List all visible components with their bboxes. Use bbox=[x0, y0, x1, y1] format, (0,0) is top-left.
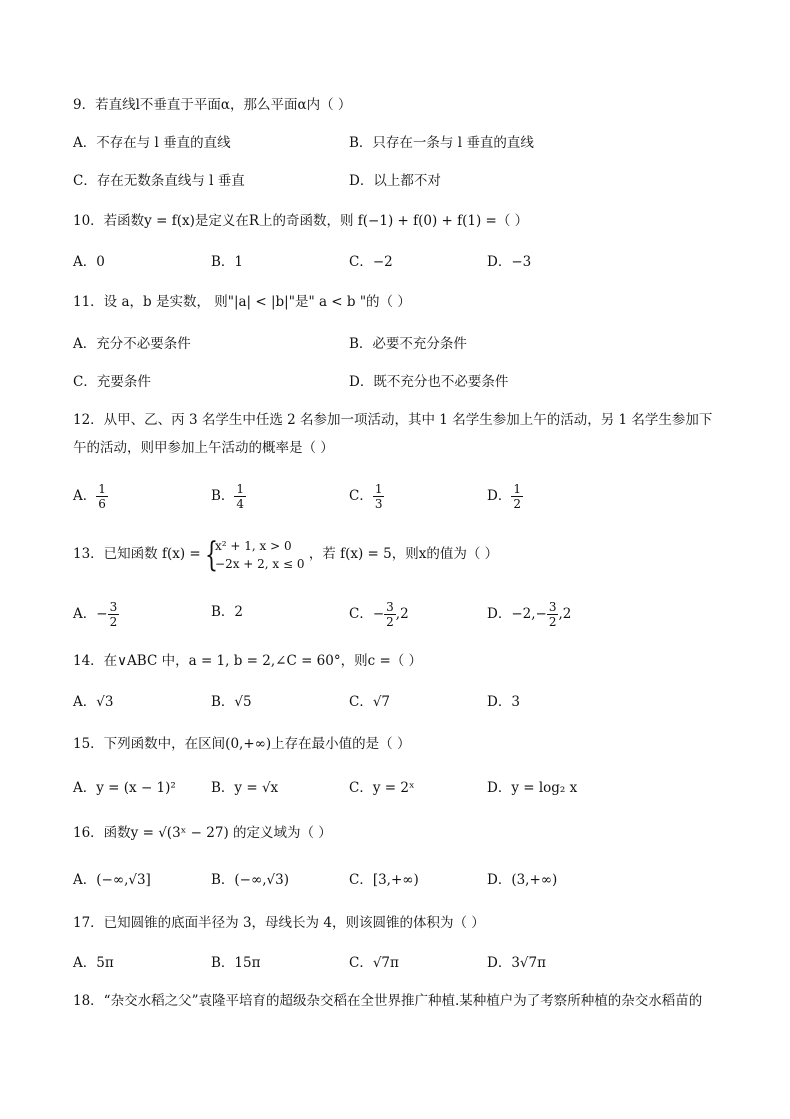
brace-icon: { bbox=[205, 534, 218, 575]
q13-option-d-suffix: ,2 bbox=[558, 606, 572, 622]
q13-option-c-label: C．− bbox=[349, 606, 385, 622]
q10-option-c[interactable]: C．−2 bbox=[349, 254, 393, 270]
question-17-stem: 17．已知圆锥的底面半径为 3，母线长为 4，则该圆锥的体积为（ ） bbox=[73, 915, 485, 931]
question-16-stem: 16．函数y = √(3ˣ − 27) 的定义域为（ ） bbox=[73, 825, 332, 841]
q16-option-a[interactable]: A．(−∞,√3] bbox=[73, 872, 151, 888]
q9-option-c[interactable]: C．存在无数条直线与 l 垂直 bbox=[73, 173, 245, 189]
question-16-options bbox=[73, 868, 733, 892]
q16-option-b[interactable]: B．(−∞,√3) bbox=[211, 872, 289, 888]
question-9-options bbox=[73, 131, 733, 155]
piece-row-bottom: −2x + 2, x ≤ 0 bbox=[215, 556, 305, 571]
q14-option-c[interactable]: C．√7 bbox=[349, 694, 391, 710]
q11-option-b[interactable]: B．必要不充分条件 bbox=[349, 336, 467, 352]
fraction-numerator: 1 bbox=[513, 482, 521, 496]
fraction-numerator: 1 bbox=[236, 482, 245, 496]
fraction-denominator: 6 bbox=[98, 497, 106, 511]
q13-option-d[interactable] bbox=[487, 600, 571, 629]
q14-option-d[interactable]: D．3 bbox=[487, 694, 520, 710]
q13-option-d-fraction bbox=[547, 600, 559, 629]
q12-option-d[interactable] bbox=[487, 482, 523, 511]
q12-option-a-fraction bbox=[96, 482, 108, 511]
fraction-denominator: 2 bbox=[513, 497, 521, 511]
question-14-options bbox=[73, 690, 733, 714]
question-18-stem: 18．“杂交水稻之父”袁隆平培育的超级杂交稻在全世界推广种植.某种植户为了考察所种植的杂交水稻苗的 bbox=[73, 993, 703, 1009]
q17-option-c[interactable]: C．√7π bbox=[349, 955, 399, 971]
q13-option-d-label: D．−2,− bbox=[487, 606, 547, 622]
fraction-denominator: 4 bbox=[236, 497, 245, 511]
question-11-options bbox=[73, 332, 733, 356]
q17-option-d[interactable]: D．3√7π bbox=[487, 955, 546, 971]
q10-option-a[interactable]: A．0 bbox=[73, 254, 105, 270]
question-14-stem: 14．在∨ABC 中，a = 1, b = 2,∠C = 60°，则c =（ ） bbox=[73, 653, 423, 669]
piece-row-top: x² + 1, x > 0 bbox=[215, 538, 292, 553]
q15-option-a[interactable]: A．y = (x − 1)² bbox=[73, 780, 176, 796]
q17-option-b[interactable]: B．15π bbox=[211, 955, 261, 971]
q13-option-b[interactable]: B．2 bbox=[211, 604, 244, 620]
q13-stem-suffix: ，若 f(x) = 5，则x的值为（ ） bbox=[308, 546, 499, 562]
q10-option-d[interactable]: D．−3 bbox=[487, 254, 532, 270]
question-15-options bbox=[73, 776, 733, 800]
q13-stem-prefix: 13．已知函数 f(x) = bbox=[73, 546, 201, 562]
q11-option-d[interactable]: D．既不充分也不必要条件 bbox=[349, 374, 509, 390]
q17-option-a[interactable]: A．5π bbox=[73, 955, 114, 971]
q16-option-c[interactable]: C．[3,+∞) bbox=[349, 872, 419, 888]
fraction-numerator: 3 bbox=[109, 600, 118, 614]
question-12-stem: 12．从甲、乙、丙 3 名学生中任选 2 名参加一项活动，其中 1 名学生参加上午的活动，另 1 名学生参加下午的活动，则甲参加上午活动的概率是（ ） bbox=[73, 412, 713, 456]
q15-option-b[interactable]: B．y = √x bbox=[211, 780, 279, 796]
q12-option-d-fraction bbox=[511, 482, 523, 511]
q16-option-d[interactable]: D．(3,+∞) bbox=[487, 872, 558, 888]
fraction-denominator: 3 bbox=[374, 497, 383, 511]
q12-option-b-fraction bbox=[234, 482, 246, 511]
q11-option-c[interactable]: C．充要条件 bbox=[73, 374, 151, 390]
question-12-options bbox=[73, 482, 733, 514]
q12-option-a-label: A． bbox=[73, 488, 97, 504]
q12-option-b[interactable] bbox=[211, 482, 246, 511]
question-11-stem: 11．设 a，b 是实数， 则"|a| < |b|"是" a < b "的（ ） bbox=[73, 294, 411, 310]
q13-option-c-fraction bbox=[384, 600, 396, 629]
fraction-denominator: 2 bbox=[386, 615, 394, 629]
q13-option-c-suffix: ,2 bbox=[395, 606, 409, 622]
q12-option-d-label: D． bbox=[487, 488, 512, 504]
q12-option-b-label: B． bbox=[211, 488, 235, 504]
fraction-numerator: 1 bbox=[98, 482, 106, 496]
question-10-stem: 10．若函数y = f(x)是定义在R上的奇函数，则 f(−1) + f(0) + f(1) =（ ） bbox=[73, 213, 529, 229]
fraction-denominator: 2 bbox=[548, 615, 557, 629]
question-13-options bbox=[73, 600, 733, 632]
question-11-options-2 bbox=[73, 370, 733, 394]
q13-option-a-label: A．− bbox=[73, 606, 108, 622]
question-10-options bbox=[73, 250, 733, 274]
q10-option-b[interactable]: B．1 bbox=[211, 254, 244, 270]
q15-option-c[interactable]: C．y = 2ˣ bbox=[349, 780, 415, 796]
question-9-options-2 bbox=[73, 169, 733, 193]
question-13-stem bbox=[73, 536, 498, 573]
q15-option-d[interactable]: D．y = log₂ x bbox=[487, 780, 578, 796]
q12-option-c-label: C． bbox=[349, 488, 373, 504]
q14-option-a[interactable]: A．√3 bbox=[73, 694, 114, 710]
q13-option-a[interactable] bbox=[73, 600, 119, 629]
q9-option-b[interactable]: B．只存在一条与 l 垂直的直线 bbox=[349, 135, 534, 151]
question-15-stem: 15．下列函数中，在区间(0,+∞)上存在最小值的是（ ） bbox=[73, 736, 411, 752]
q12-option-c-fraction bbox=[373, 482, 385, 511]
q13-option-a-fraction bbox=[108, 600, 120, 629]
question-9-stem: 9．若直线l不垂直于平面α，那么平面α内（ ） bbox=[73, 97, 352, 113]
fraction-numerator: 3 bbox=[386, 600, 394, 614]
q9-option-d[interactable]: D．以上都不对 bbox=[349, 173, 441, 189]
q14-option-b[interactable]: B．√5 bbox=[211, 694, 252, 710]
q9-option-a[interactable]: A．不存在与 l 垂直的直线 bbox=[73, 135, 231, 151]
q11-option-a[interactable]: A．充分不必要条件 bbox=[73, 336, 191, 352]
question-17-options bbox=[73, 951, 733, 975]
fraction-numerator: 3 bbox=[548, 600, 557, 614]
q12-option-a[interactable] bbox=[73, 482, 108, 511]
fraction-numerator: 1 bbox=[374, 482, 383, 496]
q13-option-c[interactable] bbox=[349, 600, 409, 629]
fraction-denominator: 2 bbox=[109, 615, 118, 629]
q13-piecewise-function bbox=[205, 534, 305, 575]
q12-option-c[interactable] bbox=[349, 482, 384, 511]
